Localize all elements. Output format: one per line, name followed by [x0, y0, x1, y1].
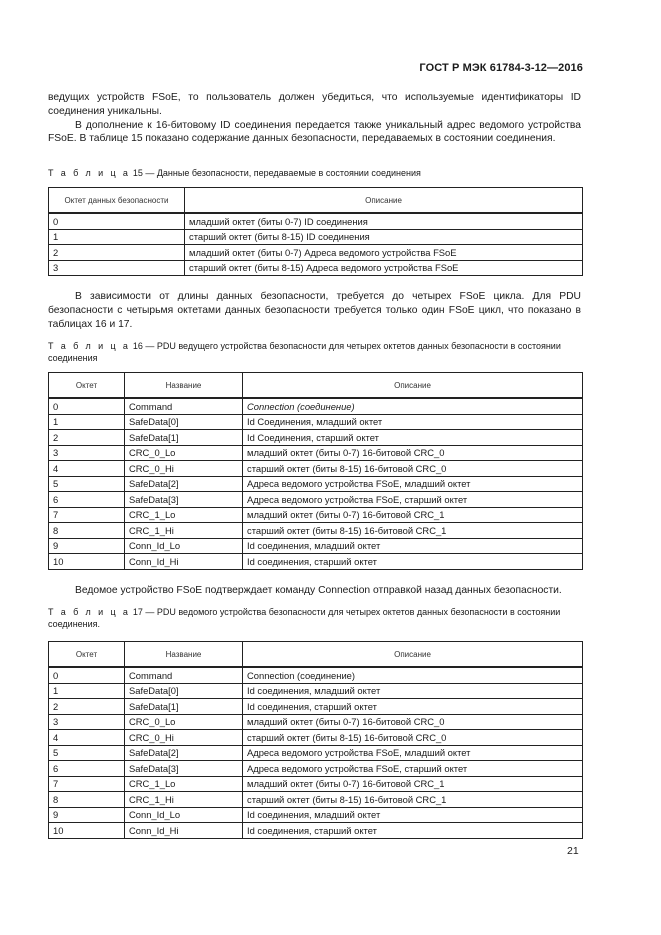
- table-cell: CRC_1_Lo: [125, 507, 243, 523]
- table15-caption: [48, 167, 583, 179]
- table-cell: SafeData[2]: [125, 745, 243, 761]
- table-row: [49, 476, 583, 492]
- table-cell: Id соединения, старший октет: [243, 699, 583, 715]
- table-cell: 9: [49, 538, 125, 554]
- table-cell: 3: [49, 260, 185, 276]
- table-cell: старший октет (биты 8-15) ID соединения: [185, 229, 583, 245]
- column-header: Описание: [243, 373, 583, 399]
- table-cell: 7: [49, 507, 125, 523]
- table-header-row: [49, 188, 583, 214]
- table-cell: 1: [49, 683, 125, 699]
- table-cell: 8: [49, 523, 125, 539]
- table-cell: старший октет (биты 8-15) 16-битовой CRC_1: [243, 792, 583, 808]
- table-cell: Conn_Id_Hi: [125, 823, 243, 839]
- table-cell: SafeData[1]: [125, 430, 243, 446]
- table-cell: Command: [125, 398, 243, 414]
- table-cell: 2: [49, 699, 125, 715]
- table-cell: старший октет (биты 8-15) 16-битовой CRC_0: [243, 730, 583, 746]
- table-cell: младший октет (биты 0-7) 16-битовой CRC_1: [243, 776, 583, 792]
- table-row: [49, 398, 583, 414]
- table-cell: Conn_Id_Lo: [125, 538, 243, 554]
- table-row: [49, 554, 583, 570]
- table-cell: Id Соединения, младший октет: [243, 414, 583, 430]
- table15-caption-text: 15 — Данные безопасности, передаваемые в состоянии соединения: [130, 168, 421, 178]
- table-cell: Connection (соединение): [243, 398, 583, 414]
- table17-caption-text: 17 — PDU ведомого устройства безопасности для четырех октетов данных безопасности в состоянии соединения.: [48, 607, 561, 629]
- table-cell: CRC_0_Hi: [125, 730, 243, 746]
- table-17-body: [49, 667, 583, 838]
- table-row: [49, 683, 583, 699]
- table-cell: SafeData[0]: [125, 683, 243, 699]
- table-cell: 3: [49, 445, 125, 461]
- table-row: [49, 730, 583, 746]
- table-cell: 2: [49, 245, 185, 261]
- table-cell: Адреса ведомого устройства FSoE, младший октет: [243, 476, 583, 492]
- table-cell: Id соединения, младший октет: [243, 683, 583, 699]
- table-cell: 0: [49, 398, 125, 414]
- table-16: [48, 372, 583, 570]
- column-header: Октет: [49, 642, 125, 668]
- table-cell: 10: [49, 823, 125, 839]
- table-cell: SafeData[1]: [125, 699, 243, 715]
- column-header: Описание: [243, 642, 583, 668]
- table-cell: Conn_Id_Lo: [125, 807, 243, 823]
- table-17: [48, 641, 583, 839]
- table-cell: Command: [125, 667, 243, 683]
- table-cell: младший октет (биты 0-7) 16-битовой CRC_0: [243, 445, 583, 461]
- table-cell: CRC_1_Hi: [125, 523, 243, 539]
- table-cell: 5: [49, 476, 125, 492]
- table-row: [49, 807, 583, 823]
- table17-caption-label: Т а б л и ц а: [48, 607, 131, 617]
- table-cell: 0: [49, 213, 185, 229]
- table-15-body: [49, 213, 583, 276]
- table-cell: Id соединения, младший октет: [243, 538, 583, 554]
- table-cell: Id соединения, младший октет: [243, 807, 583, 823]
- table-cell: старший октет (биты 8-15) Адреса ведомого устройства FSoE: [185, 260, 583, 276]
- table-cell: Адреса ведомого устройства FSoE, старший октет: [243, 492, 583, 508]
- table-cell: младший октет (биты 0-7) ID соединения: [185, 213, 583, 229]
- table-cell: младший октет (биты 0-7) Адреса ведомого устройства FSoE: [185, 245, 583, 261]
- table-cell: 2: [49, 430, 125, 446]
- table-row: [49, 699, 583, 715]
- column-header: Октет данных безопасности: [49, 188, 185, 214]
- paragraph-intro-line1: ведущих устройств FSoE, то пользователь должен убедиться, что используемые идентификаторы ID соединения уникальны.: [48, 92, 581, 117]
- table-cell: CRC_1_Lo: [125, 776, 243, 792]
- table-cell: младший октет (биты 0-7) 16-битовой CRC_0: [243, 714, 583, 730]
- table-cell: 0: [49, 667, 125, 683]
- table-cell: 1: [49, 414, 125, 430]
- table-cell: 7: [49, 776, 125, 792]
- paragraph-ack-text: Ведомое устройство FSoE подтверждает команду Connection отправкой назад данных безопасности.: [75, 585, 562, 596]
- table-row: [49, 229, 583, 245]
- table-row: [49, 745, 583, 761]
- table-row: [49, 213, 583, 229]
- table-cell: Id соединения, старший октет: [243, 823, 583, 839]
- table-cell: младший октет (биты 0-7) 16-битовой CRC_1: [243, 507, 583, 523]
- table16-caption-label: Т а б л и ц а: [48, 341, 131, 351]
- table-cell: 4: [49, 461, 125, 477]
- table-cell: CRC_0_Lo: [125, 714, 243, 730]
- table-cell: 8: [49, 792, 125, 808]
- table-cell: 4: [49, 730, 125, 746]
- table-row: [49, 461, 583, 477]
- table-cell: CRC_1_Hi: [125, 792, 243, 808]
- table-cell: CRC_0_Hi: [125, 461, 243, 477]
- table-cell: 6: [49, 492, 125, 508]
- paragraph-intro-line2: В дополнение к 16-битовому ID соединения передается также уникальный адрес ведомого устройства FSoE. В таблице 15 показано содержание данных безопасности, передаваемых в состоянии соединения.: [48, 119, 581, 145]
- table-row: [49, 260, 583, 276]
- table-cell: 5: [49, 745, 125, 761]
- column-header: Название: [125, 642, 243, 668]
- table-row: [49, 823, 583, 839]
- table-cell: 6: [49, 761, 125, 777]
- table-cell: SafeData[0]: [125, 414, 243, 430]
- table16-caption-text: 16 — PDU ведущего устройства безопасности для четырех октетов данных безопасности в состоянии соединения: [48, 341, 561, 363]
- table-row: [49, 414, 583, 430]
- table-cell: 1: [49, 229, 185, 245]
- paragraph-ack: [48, 584, 581, 598]
- table-cell: SafeData[3]: [125, 761, 243, 777]
- table-15: [48, 187, 583, 276]
- table-cell: старший октет (биты 8-15) 16-битовой CRC_0: [243, 461, 583, 477]
- table-cell: Id соединения, старший октет: [243, 554, 583, 570]
- table15-caption-label: Т а б л и ц а: [48, 168, 131, 178]
- table-row: [49, 667, 583, 683]
- table16-caption: [48, 340, 583, 364]
- table-row: [49, 776, 583, 792]
- table-row: [49, 523, 583, 539]
- table-row: [49, 761, 583, 777]
- column-header: Название: [125, 373, 243, 399]
- table-16-body: [49, 398, 583, 569]
- page-number: 21: [567, 845, 579, 857]
- table-cell: SafeData[2]: [125, 476, 243, 492]
- table-cell: Адреса ведомого устройства FSoE, младший октет: [243, 745, 583, 761]
- table-row: [49, 714, 583, 730]
- table-header-row: [49, 642, 583, 668]
- table-cell: 3: [49, 714, 125, 730]
- table-cell: CRC_0_Lo: [125, 445, 243, 461]
- table-cell: Conn_Id_Hi: [125, 554, 243, 570]
- table-row: [49, 507, 583, 523]
- table-header-row: [49, 373, 583, 399]
- table-cell: 9: [49, 807, 125, 823]
- paragraph-cycles: [48, 290, 581, 331]
- table-cell: 10: [49, 554, 125, 570]
- table17-caption: [48, 606, 583, 630]
- table-row: [49, 538, 583, 554]
- table-row: [49, 445, 583, 461]
- table-cell: Адреса ведомого устройства FSoE, старший октет: [243, 761, 583, 777]
- table-cell: SafeData[3]: [125, 492, 243, 508]
- table-cell: Connection (соединение): [243, 667, 583, 683]
- paragraph-cycles-text: В зависимости от длины данных безопасности, требуется до четырех FSoE цикла. Для PDU безопасности с четырьмя октетами данных безопасности требуется только один FSoE цикл, что показано в таблицах 16 и 17.: [48, 291, 581, 330]
- table-row: [49, 245, 583, 261]
- paragraph-intro: [48, 91, 581, 146]
- table-cell: старший октет (биты 8-15) 16-битовой CRC_1: [243, 523, 583, 539]
- table-row: [49, 492, 583, 508]
- table-row: [49, 430, 583, 446]
- document-header: ГОСТ Р МЭК 61784-3-12—2016: [419, 62, 583, 74]
- column-header: Описание: [185, 188, 583, 214]
- table-row: [49, 792, 583, 808]
- table-cell: Id Соединения, старший октет: [243, 430, 583, 446]
- column-header: Октет: [49, 373, 125, 399]
